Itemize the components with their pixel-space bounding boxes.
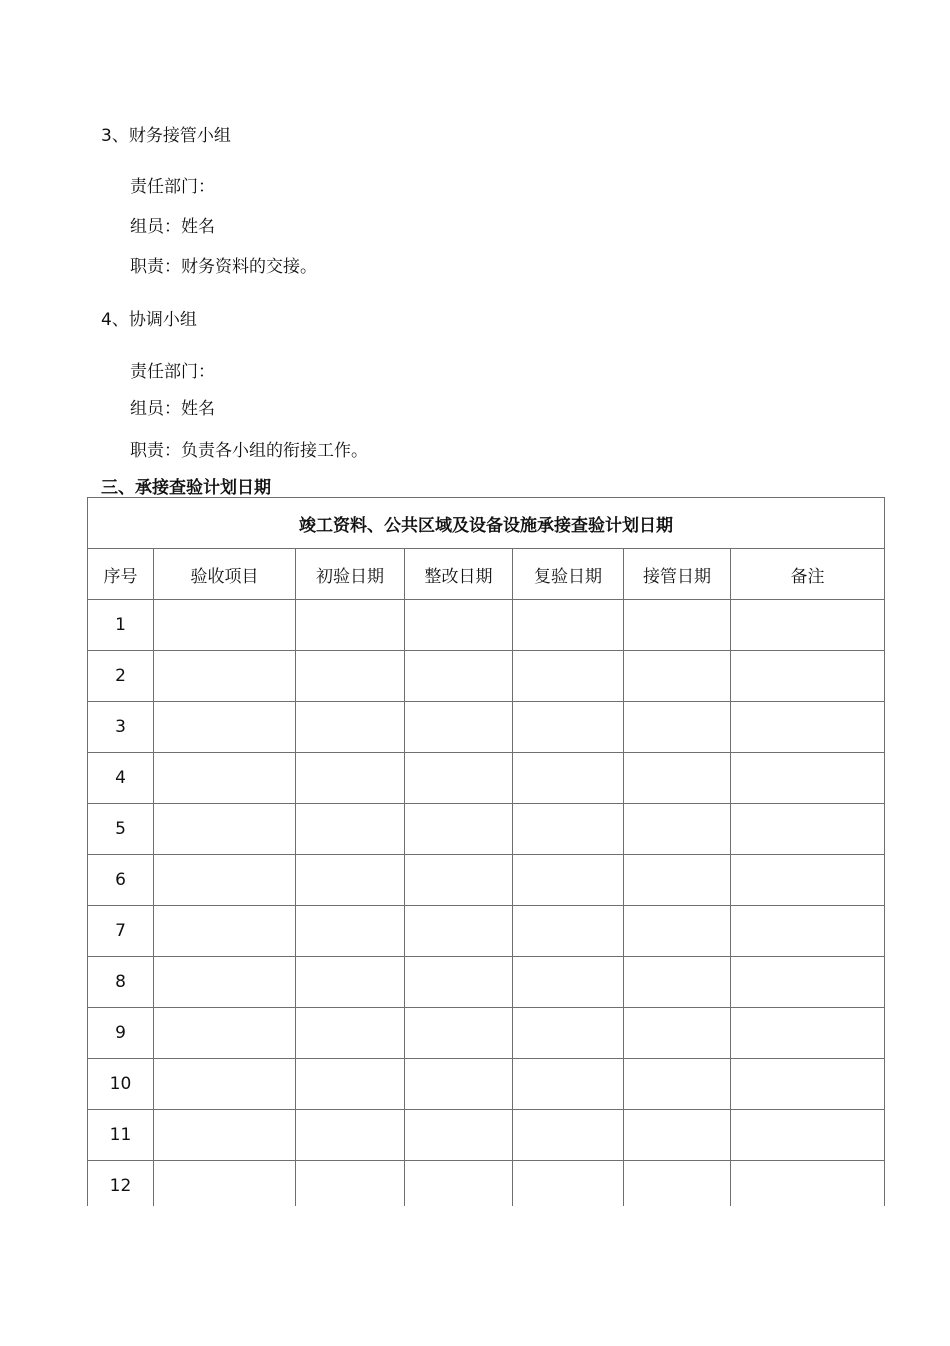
section-heading-inspection-plan: 三、承接查验计划日期 [101,478,271,498]
cell-rectify-date [405,651,513,702]
cell-item [154,855,296,906]
cell-rectify-date [405,957,513,1008]
row-index: 8 [88,957,154,1008]
table-header-row [88,549,885,600]
header-recheck-date: 复验日期 [513,549,624,600]
inspection-plan-table [87,497,885,1211]
row-index: 4 [88,753,154,804]
cell-initial-date [296,753,405,804]
cell-rectify-date [405,1059,513,1110]
cell-takeover-date [624,804,731,855]
cell-rectify-date [405,1008,513,1059]
cell-rectify-date [405,1110,513,1161]
cell-item [154,1110,296,1161]
cell-recheck-date [513,600,624,651]
cell-remarks [731,753,885,804]
cell-initial-date [296,1161,405,1212]
header-index: 序号 [88,549,154,600]
cell-recheck-date [513,1059,624,1110]
cell-initial-date [296,906,405,957]
cell-rectify-date [405,702,513,753]
table-row [88,1059,885,1110]
cell-takeover-date [624,1059,731,1110]
cell-remarks [731,804,885,855]
group-members-coordination: 组员：姓名 [130,399,215,419]
table-row [88,651,885,702]
cell-initial-date [296,651,405,702]
cell-remarks [731,855,885,906]
row-index: 6 [88,855,154,906]
header-initial-date: 初验日期 [296,549,405,600]
table-row [88,1008,885,1059]
table-row [88,1110,885,1161]
group-duty-coordination: 职责：负责各小组的衔接工作。 [130,441,368,461]
cell-recheck-date [513,1008,624,1059]
group-duty-finance: 职责：财务资料的交接。 [130,257,317,277]
cell-initial-date [296,600,405,651]
table-row [88,753,885,804]
cell-item [154,651,296,702]
cell-item [154,1008,296,1059]
cell-item [154,1059,296,1110]
cell-initial-date [296,702,405,753]
table-row [88,600,885,651]
cell-item [154,957,296,1008]
header-rectify-date: 整改日期 [405,549,513,600]
cell-takeover-date [624,702,731,753]
cell-recheck-date [513,702,624,753]
cell-remarks [731,600,885,651]
cell-rectify-date [405,753,513,804]
cell-initial-date [296,1110,405,1161]
cell-recheck-date [513,957,624,1008]
cell-rectify-date [405,855,513,906]
cell-takeover-date [624,1161,731,1212]
table-row [88,957,885,1008]
cell-takeover-date [624,957,731,1008]
group-heading-coordination: 4、协调小组 [101,310,197,330]
cell-remarks [731,651,885,702]
table-title: 竣工资料、公共区域及设备设施承接查验计划日期 [88,498,885,549]
cell-item [154,600,296,651]
page-bottom-margin [80,1206,900,1346]
table-row [88,804,885,855]
cell-item [154,702,296,753]
row-index: 2 [88,651,154,702]
cell-remarks [731,1110,885,1161]
row-index: 12 [88,1161,154,1212]
cell-takeover-date [624,1008,731,1059]
cell-takeover-date [624,1110,731,1161]
cell-rectify-date [405,1161,513,1212]
cell-remarks [731,1059,885,1110]
cell-takeover-date [624,855,731,906]
cell-remarks [731,957,885,1008]
cell-item [154,1161,296,1212]
cell-recheck-date [513,906,624,957]
table-row [88,1161,885,1212]
cell-takeover-date [624,906,731,957]
cell-initial-date [296,1008,405,1059]
cell-remarks [731,1161,885,1212]
cell-recheck-date [513,651,624,702]
header-takeover-date: 接管日期 [624,549,731,600]
row-index: 1 [88,600,154,651]
cell-takeover-date [624,753,731,804]
table-row [88,702,885,753]
row-index: 10 [88,1059,154,1110]
row-index: 5 [88,804,154,855]
row-index: 11 [88,1110,154,1161]
header-remarks: 备注 [731,549,885,600]
cell-takeover-date [624,600,731,651]
cell-initial-date [296,957,405,1008]
cell-initial-date [296,855,405,906]
table-row [88,855,885,906]
row-index: 9 [88,1008,154,1059]
cell-recheck-date [513,855,624,906]
cell-item [154,753,296,804]
cell-initial-date [296,804,405,855]
group-heading-finance: 3、财务接管小组 [101,126,231,146]
cell-recheck-date [513,753,624,804]
group-dept-coordination: 责任部门： [130,362,215,382]
cell-recheck-date [513,1161,624,1212]
cell-recheck-date [513,1110,624,1161]
header-item: 验收项目 [154,549,296,600]
cell-remarks [731,1008,885,1059]
group-members-finance: 组员：姓名 [130,217,215,237]
cell-remarks [731,906,885,957]
cell-recheck-date [513,804,624,855]
cell-rectify-date [405,600,513,651]
table-row [88,906,885,957]
row-index: 7 [88,906,154,957]
cell-takeover-date [624,651,731,702]
cell-rectify-date [405,906,513,957]
group-dept-finance: 责任部门： [130,177,215,197]
cell-item [154,906,296,957]
cell-initial-date [296,1059,405,1110]
row-index: 3 [88,702,154,753]
cell-rectify-date [405,804,513,855]
cell-item [154,804,296,855]
cell-remarks [731,702,885,753]
